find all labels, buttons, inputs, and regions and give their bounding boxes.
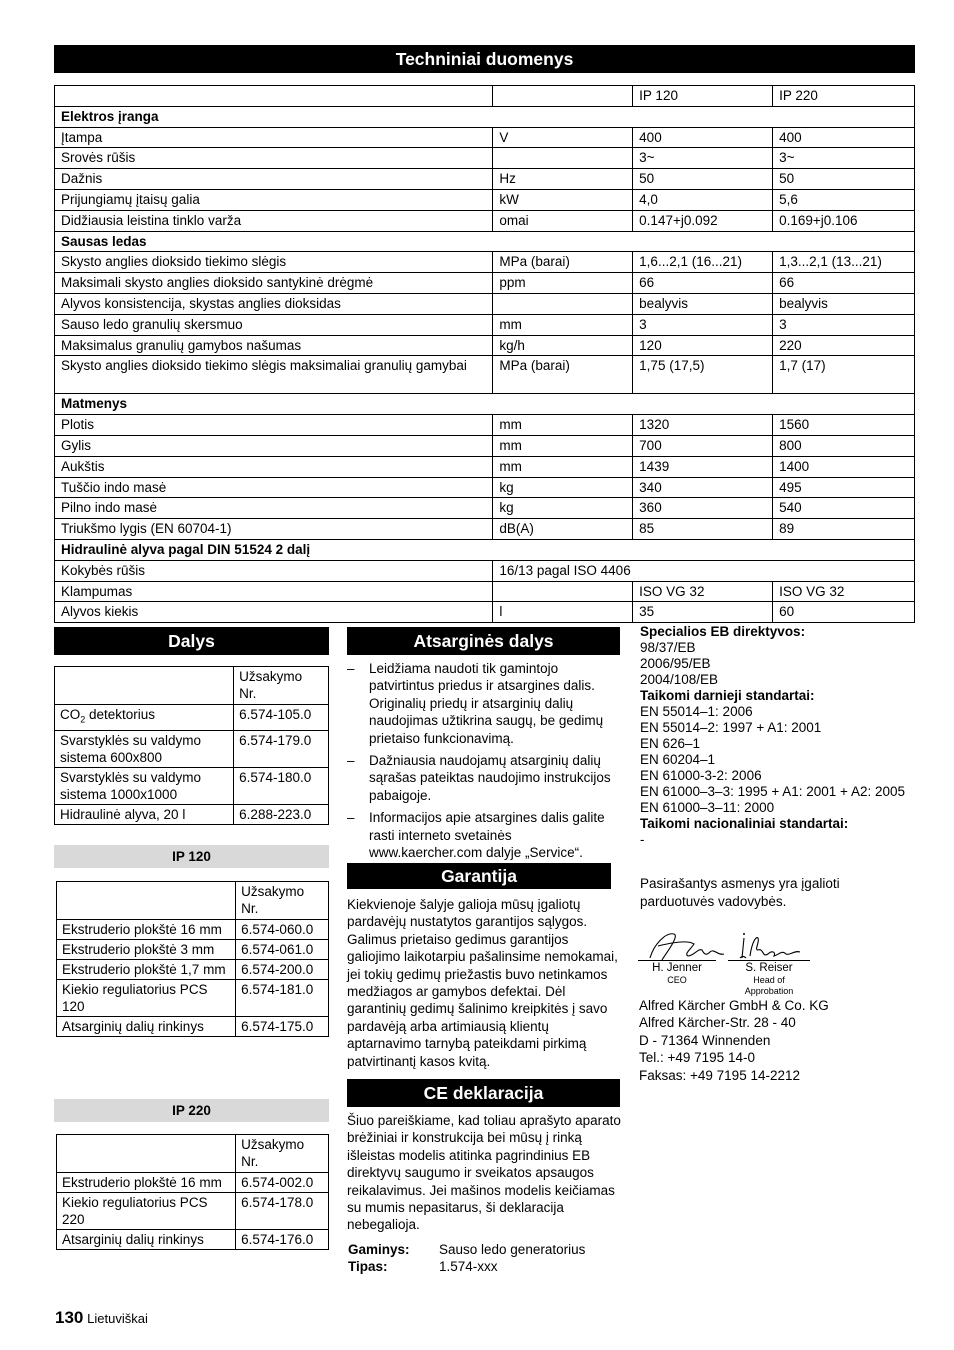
parts-row <box>57 960 329 980</box>
tech-section-row <box>55 394 915 415</box>
tech-cell: ISO VG 32 <box>633 581 773 602</box>
tech-header-cell: IP 220 <box>773 86 915 107</box>
tech-cell: 360 <box>633 498 773 519</box>
part-name: Kiekio reguliatorius PCS 220 <box>57 1193 236 1230</box>
tech-section-row <box>55 106 915 127</box>
part-code: 6.574-180.0 <box>234 767 329 804</box>
garantija-text: Kiekvienoje šalyje galioja mūsų įgaliotų pardavėjų nustatytos garantijos sąlygos. Galimus prietaiso gedimus garantijos galiojimo laikotarpiu pašalinsime nemokamai, jei tokių gedimų priežastis buvo netinkamos medžiagos ar gamybos defektai. Dėl garantinių gedimų šalinimo kreipkitės į savo pardavėją arba artimiausią klientų aptarnavimo tarnybą pateikdami pirkimą patvirtinantį kasos kvitą. <box>347 897 618 1069</box>
tech-cell: 1,6...2,1 (16...21) <box>633 252 773 273</box>
tech-cell: Alyvos konsistencija, skystas anglies dioksidas <box>55 293 493 314</box>
tech-cell: 60 <box>773 602 915 623</box>
standard-item: EN 55014–1: 2006 <box>640 704 753 719</box>
tech-cell: 495 <box>773 477 915 498</box>
tech-cell: Hz <box>493 169 633 190</box>
signer1-name: H. Jenner <box>652 962 702 974</box>
tech-cell: mm <box>493 415 633 436</box>
tech-row <box>55 477 915 498</box>
tech-cell: Klampumas <box>55 581 493 602</box>
parts-row <box>55 705 329 731</box>
atsargines-list <box>347 660 622 866</box>
part-code: 6.574-176.0 <box>236 1230 329 1250</box>
part-code: 6.574-179.0 <box>234 730 329 767</box>
tech-cell: Triukšmo lygis (EN 60704-1) <box>55 519 493 540</box>
signer1-role: CEO <box>667 975 687 985</box>
tech-cell: Sauso ledo granulių skersmuo <box>55 314 493 335</box>
parts-header-row <box>55 667 329 705</box>
part-name: Kiekio reguliatorius PCS 120 <box>57 980 236 1017</box>
tech-cell: bealyvis <box>633 293 773 314</box>
tech-cell: 0.147+j0.092 <box>633 210 773 231</box>
tech-row <box>55 602 915 623</box>
footer-language: Lietuviškai <box>87 1311 148 1326</box>
section-label: Sausas ledas <box>55 231 915 252</box>
part-name: Atsarginių dalių rinkinys <box>57 1230 236 1250</box>
directive-item: 2006/95/EB <box>640 656 711 671</box>
tech-header-cell <box>493 86 633 107</box>
part-code: 6.288-223.0 <box>234 804 329 824</box>
ce-heading: CE deklaracija <box>347 1079 620 1107</box>
tech-cell: Tuščio indo masė <box>55 477 493 498</box>
directives-list <box>640 640 915 688</box>
tech-cell: 1320 <box>633 415 773 436</box>
tech-cell: Kokybės rūšis <box>55 560 493 581</box>
part-code: 6.574-200.0 <box>236 960 329 980</box>
tech-cell: 800 <box>773 435 915 456</box>
tech-row <box>55 335 915 356</box>
part-name: Svarstyklės su valdymo sistema 1000x1000 <box>55 767 234 804</box>
parts-row <box>57 980 329 1017</box>
order-number-header: Užsakymo Nr. <box>234 667 329 705</box>
tech-cell: 66 <box>633 273 773 294</box>
tech-cell: 50 <box>773 169 915 190</box>
parts-row <box>55 804 329 824</box>
tech-row <box>55 356 915 394</box>
standard-item: EN 60204–1 <box>640 752 716 767</box>
standard-item: EN 61000–3–11: 2000 <box>640 800 775 815</box>
address-line: Tel.: +49 7195 14-0 <box>639 1050 755 1066</box>
part-code: 6.574-105.0 <box>234 705 329 731</box>
tech-row <box>55 293 915 314</box>
tech-row <box>55 189 915 210</box>
parts-row <box>57 1193 329 1230</box>
part-name: Ekstruderio plokštė 16 mm <box>57 1173 236 1193</box>
tech-cell: 700 <box>633 435 773 456</box>
signer2-role: Head of Approbation <box>744 975 794 996</box>
tech-cell: kg/h <box>493 335 633 356</box>
tech-section-row <box>55 539 915 560</box>
parts-row <box>57 1173 329 1193</box>
parts-header-empty <box>55 667 234 705</box>
address-line: Alfred Kärcher GmbH & Co. KG <box>639 998 829 1013</box>
ip120-table <box>56 881 329 1037</box>
standard-item: EN 61000-3-2: 2006 <box>640 768 762 783</box>
tech-cell: V <box>493 127 633 148</box>
standard-item: EN 626–1 <box>640 736 701 751</box>
tech-cell: Gylis <box>55 435 493 456</box>
part-name: Ekstruderio plokštė 3 mm <box>57 940 236 960</box>
tech-cell: 1,7 (17) <box>773 356 915 394</box>
product-label: Gaminys: <box>348 1242 410 1257</box>
part-code: 6.574-178.0 <box>236 1193 329 1230</box>
part-code: 6.574-002.0 <box>236 1173 329 1193</box>
ip220-table <box>56 1134 329 1250</box>
tech-cell: 400 <box>633 127 773 148</box>
right-column <box>640 624 915 910</box>
list-item: – Dažniausia naudojamų atsarginių dalių sąrašas pateiktas naudojimo instrukcijos pabaigoje. <box>347 752 622 804</box>
tech-cell: 66 <box>773 273 915 294</box>
order-number-header: Užsakymo Nr. <box>236 882 329 920</box>
ip220-heading: IP 220 <box>54 1099 329 1122</box>
directives-title: Specialios EB direktyvos: <box>640 624 806 639</box>
address <box>639 997 914 1084</box>
tech-cell: Didžiausia leistina tinklo varža <box>55 210 493 231</box>
tech-header-cell: IP 120 <box>633 86 773 107</box>
tech-cell: Prijungiamų įtaisų galia <box>55 189 493 210</box>
standards-list <box>640 704 915 816</box>
tech-header-row <box>55 86 915 107</box>
national-value: - <box>640 832 645 847</box>
tech-cell: MPa (barai) <box>493 356 633 394</box>
tech-cell: 1,75 (17,5) <box>633 356 773 394</box>
tech-cell: Aukštis <box>55 456 493 477</box>
part-name-rest: detektorius <box>85 707 156 722</box>
tech-cell: Skysto anglies dioksido tiekimo slėgis maksimaliai granulių gamybai <box>55 356 493 394</box>
tech-cell: 3~ <box>773 148 915 169</box>
tech-cell: 220 <box>773 335 915 356</box>
tech-cell: 35 <box>633 602 773 623</box>
tech-row <box>55 560 915 581</box>
parts-row <box>55 767 329 804</box>
tech-cell: Dažnis <box>55 169 493 190</box>
directive-item: 2004/108/EB <box>640 672 719 687</box>
tech-cell: 85 <box>633 519 773 540</box>
parts-row <box>57 1017 329 1037</box>
tech-cell: kg <box>493 477 633 498</box>
tech-row <box>55 498 915 519</box>
tech-cell: 89 <box>773 519 915 540</box>
standards-title: Taikomi darnieji standartai: <box>640 688 815 703</box>
tech-row <box>55 456 915 477</box>
signer1 <box>638 960 716 986</box>
tech-row <box>55 252 915 273</box>
type-label: Tipas: <box>348 1259 388 1275</box>
tech-cell: 16/13 pagal ISO 4406 <box>493 560 915 581</box>
tech-cell: Maksimalus granulių gamybos našumas <box>55 335 493 356</box>
list-item: – Leidžiama naudoti tik gamintojo patvirtintus priedus ir atsargines dalis. Originalių priedų ir atsarginių dalių naudojimas užtikrina saugų, be gedimų prietaiso funkcionavimą. <box>347 660 622 747</box>
part-code: 6.574-061.0 <box>236 940 329 960</box>
part-name: Ekstruderio plokštė 1,7 mm <box>57 960 236 980</box>
order-number-header: Užsakymo Nr. <box>236 1135 329 1173</box>
tech-row <box>55 273 915 294</box>
tech-cell <box>493 581 633 602</box>
tech-cell: 3~ <box>633 148 773 169</box>
part-code: 6.574-060.0 <box>236 920 329 940</box>
parts-header-empty <box>57 1135 236 1173</box>
tech-data-table <box>54 85 915 623</box>
parts-row <box>57 940 329 960</box>
parts-row <box>55 730 329 767</box>
page-title: Techniniai duomenys <box>54 45 915 73</box>
tech-cell: 4,0 <box>633 189 773 210</box>
section-label: Matmenys <box>55 394 915 415</box>
parts-row <box>57 1230 329 1250</box>
tech-cell: bealyvis <box>773 293 915 314</box>
tech-cell: 0.169+j0.106 <box>773 210 915 231</box>
tech-cell: l <box>493 602 633 623</box>
address-line: Faksas: +49 7195 14-2212 <box>639 1067 800 1083</box>
tech-cell <box>493 148 633 169</box>
tech-cell: 1439 <box>633 456 773 477</box>
part-code: 6.574-175.0 <box>236 1017 329 1037</box>
tech-cell: 1560 <box>773 415 915 436</box>
atsargines-heading: Atsarginės dalys <box>347 627 620 655</box>
standard-item: EN 55014–2: 1997 + A1: 2001 <box>640 720 822 735</box>
part-name <box>55 705 234 731</box>
tech-cell: Pilno indo masė <box>55 498 493 519</box>
national-title: Taikomi nacionaliniai standartai: <box>640 816 849 831</box>
tech-cell: ppm <box>493 273 633 294</box>
tech-cell: kW <box>493 189 633 210</box>
signer2-name: S. Reiser <box>745 962 793 974</box>
parts-row <box>57 920 329 940</box>
type-value: 1.574-xxx <box>439 1259 498 1275</box>
tech-cell: 1400 <box>773 456 915 477</box>
address-line: Alfred Kärcher-Str. 28 - 40 <box>639 1015 796 1031</box>
page-number: 130 <box>55 1308 84 1327</box>
part-name-subscript: 2 <box>80 714 86 725</box>
tech-cell <box>493 293 633 314</box>
tech-row <box>55 581 915 602</box>
tech-cell: 340 <box>633 477 773 498</box>
part-name: Hidraulinė alyva, 20 l <box>55 804 234 824</box>
tech-cell: Srovės rūšis <box>55 148 493 169</box>
tech-row <box>55 169 915 190</box>
parts-header-empty <box>57 882 236 920</box>
tech-cell: 5,6 <box>773 189 915 210</box>
tech-section-row <box>55 231 915 252</box>
tech-cell: mm <box>493 435 633 456</box>
part-name: Atsarginių dalių rinkinys <box>57 1017 236 1037</box>
tech-cell: 1,3...2,1 (13...21) <box>773 252 915 273</box>
part-name: Ekstruderio plokštė 16 mm <box>57 920 236 940</box>
tech-cell: mm <box>493 456 633 477</box>
address-line: D - 71364 Winnenden <box>639 1032 771 1048</box>
tech-cell: 3 <box>773 314 915 335</box>
tech-cell: 120 <box>633 335 773 356</box>
tech-cell: 400 <box>773 127 915 148</box>
ip120-heading: IP 120 <box>54 845 329 868</box>
tech-cell: omai <box>493 210 633 231</box>
tech-cell: 50 <box>633 169 773 190</box>
tech-cell: MPa (barai) <box>493 252 633 273</box>
tech-header-cell <box>55 86 493 107</box>
signer2 <box>728 960 810 997</box>
tech-row <box>55 314 915 335</box>
dalys-table <box>54 666 329 825</box>
tech-row <box>55 148 915 169</box>
signers-text: Pasirašantys asmenys yra įgalioti parduotuvės vadovybės. <box>640 876 840 909</box>
part-code: 6.574-181.0 <box>236 980 329 1017</box>
tech-cell: 540 <box>773 498 915 519</box>
part-name-text: CO <box>60 707 81 722</box>
ce-text: Šiuo pareiškiame, kad toliau aprašyto aparato brėžiniai ir konstrukcija bei mūsų į rinką išleistas modelis atitinka pagrindinius EB direktyvų saugumo ir sveikatos apsaugos reikalavimus. Jei mašinos modelis keičiamas su mumis nepasitarus, ši deklaracija nebegalioja. <box>347 1113 621 1233</box>
tech-cell: mm <box>493 314 633 335</box>
tech-cell: Maksimali skysto anglies dioksido santykinė drėgmė <box>55 273 493 294</box>
ce-product <box>348 1241 623 1276</box>
section-label: Hidraulinė alyva pagal DIN 51524 2 dalį <box>55 539 915 560</box>
tech-row <box>55 415 915 436</box>
parts-header-row <box>57 882 329 920</box>
dalys-heading: Dalys <box>54 627 329 655</box>
standard-item: EN 61000–3–3: 1995 + A1: 2001 + A2: 2005 <box>640 784 905 799</box>
part-name: Svarstyklės su valdymo sistema 600x800 <box>55 730 234 767</box>
tech-cell: 3 <box>633 314 773 335</box>
garantija-heading: Garantija <box>347 863 611 889</box>
section-label: Elektros įranga <box>55 106 915 127</box>
tech-cell: ISO VG 32 <box>773 581 915 602</box>
tech-cell: Įtampa <box>55 127 493 148</box>
tech-cell: Alyvos kiekis <box>55 602 493 623</box>
tech-cell: dB(A) <box>493 519 633 540</box>
tech-cell: kg <box>493 498 633 519</box>
parts-header-row <box>57 1135 329 1173</box>
page-footer <box>55 1307 148 1329</box>
list-item: – Informacijos apie atsargines dalis galite rasti interneto svetainės www.kaercher.com dalyje „Service“. <box>347 809 622 861</box>
product-value: Sauso ledo generatorius <box>439 1242 586 1257</box>
tech-cell: Skysto anglies dioksido tiekimo slėgis <box>55 252 493 273</box>
tech-row <box>55 127 915 148</box>
signature-reiser-image <box>736 928 806 964</box>
tech-row <box>55 435 915 456</box>
directive-item: 98/37/EB <box>640 640 696 655</box>
tech-cell: Plotis <box>55 415 493 436</box>
tech-row <box>55 210 915 231</box>
tech-row <box>55 519 915 540</box>
